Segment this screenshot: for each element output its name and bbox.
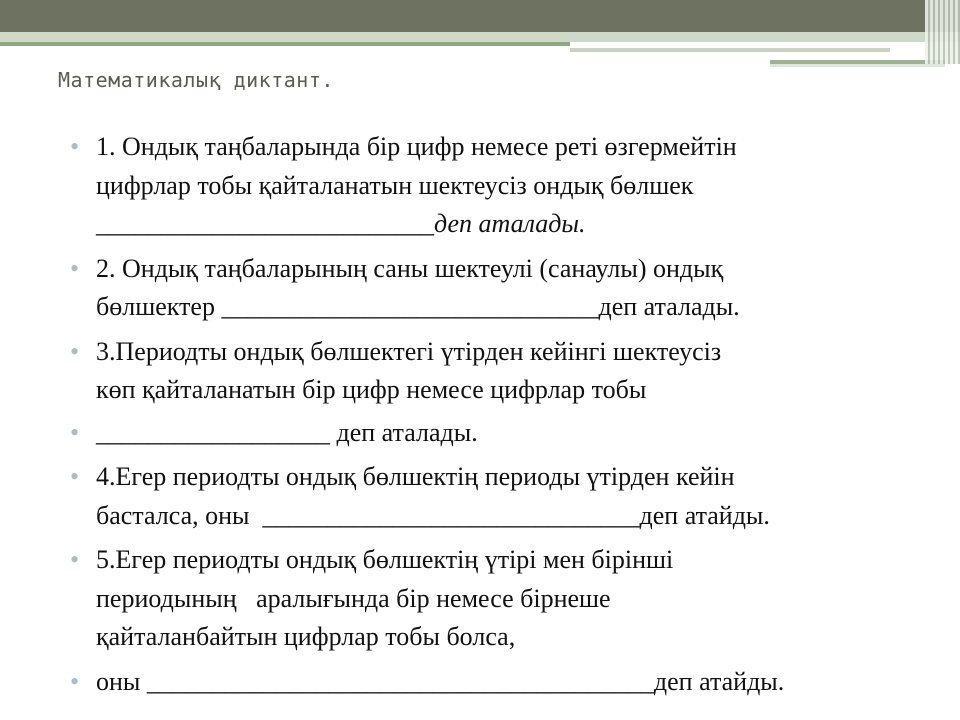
item-line: 1. Ондық таңбаларында бір цифр немесе реті өзгермейтін <box>96 132 737 161</box>
bullet-icon: • <box>70 545 80 574</box>
answer-blank: _____________________________ <box>262 500 640 530</box>
header-accent-line <box>0 42 570 46</box>
item-line: оны <box>96 666 147 696</box>
item-ending: деп аталады. <box>434 209 586 238</box>
bullet-icon: • <box>70 462 80 491</box>
header-light-band <box>0 32 960 42</box>
bullet-icon: • <box>70 417 80 447</box>
bullet-icon: • <box>70 666 80 696</box>
item-line: қайталанбайтын цифрлар тобы болса, <box>96 622 516 651</box>
slide-title: Математикалық диктант. <box>58 68 334 92</box>
item-ending: деп атайды. <box>639 500 770 530</box>
answer-blank: __________________________ <box>96 209 434 238</box>
item-line: 3.Периодты ондық бөлшектегі үтірден кейінгі шектеусіз <box>96 336 722 366</box>
item-line: көп қайталанатын бір цифр немесе цифрлар тобы <box>96 375 647 404</box>
item-line: бөлшектер <box>96 292 222 321</box>
list-item <box>70 128 930 244</box>
item-line: цифрлар тобы қайталанатын шектеусіз ондық бөлшек <box>96 170 694 200</box>
bullet-icon: • <box>70 132 80 161</box>
bullet-icon: • <box>70 253 80 283</box>
list-item <box>70 333 930 410</box>
item-ending: деп аталады. <box>598 292 740 321</box>
list-item <box>70 663 930 702</box>
answer-blank: _______________________________________ <box>146 666 654 696</box>
list-item <box>70 541 930 657</box>
item-ending: деп аталады. <box>330 417 478 447</box>
header-band <box>0 0 960 32</box>
answer-blank: _____________________________ <box>221 292 599 321</box>
bullet-list <box>70 128 930 707</box>
item-ending: деп атайды. <box>653 666 785 696</box>
answer-blank: __________________ <box>96 417 330 447</box>
list-item <box>70 250 930 327</box>
item-line: 2. Ондық таңбаларының саны шектеулі (санаулы) ондық <box>96 253 724 283</box>
header-accent-line <box>770 64 945 67</box>
list-item <box>70 458 930 535</box>
item-line: 5.Егер периодты ондық бөлшектің үтірі мен бірінші <box>96 545 674 574</box>
item-line: периодының аралығында бір немесе бірнеше <box>96 583 611 613</box>
item-line: 4.Егер периодты ондық бөлшектің периоды үтірден кейін <box>96 462 735 491</box>
item-line: басталса, оны <box>96 500 263 530</box>
decorative-stripes <box>925 0 960 64</box>
bullet-icon: • <box>70 336 80 366</box>
list-item <box>70 414 930 453</box>
header-accent-line <box>570 48 890 52</box>
